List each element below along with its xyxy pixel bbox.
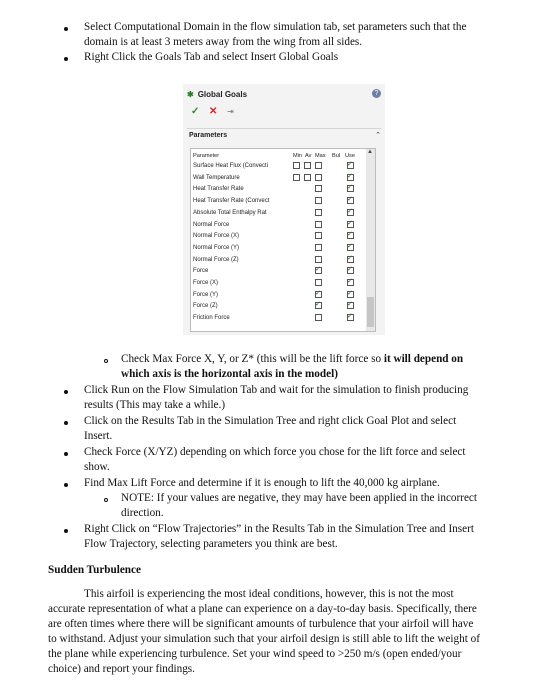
use-checkbox[interactable] bbox=[347, 314, 354, 321]
parameter-row[interactable] bbox=[191, 196, 367, 206]
step-select-domain-line2: domain is at least 3 meters away from the wing from all sides. bbox=[84, 36, 363, 48]
section-para-line2: accurate representation of what a plane can experience on a day-to-day basis. Specifically, there bbox=[48, 603, 477, 615]
step-results-line2: Insert. bbox=[84, 430, 113, 442]
bullet-marker bbox=[64, 27, 68, 31]
goals-icon: ✱ bbox=[187, 90, 194, 99]
max-checkbox[interactable] bbox=[315, 267, 322, 274]
use-checkbox[interactable] bbox=[347, 185, 354, 192]
max-checkbox[interactable] bbox=[315, 162, 322, 169]
grid-header-row bbox=[191, 151, 367, 161]
note-line1: NOTE: If your values are negative, they may have been applied in the incorrect bbox=[121, 492, 477, 504]
header-parameter: Parameter bbox=[193, 153, 220, 159]
parameter-name: Normal Force (X) bbox=[193, 233, 240, 240]
step-check-force-line2: show. bbox=[84, 461, 110, 473]
max-checkbox[interactable] bbox=[315, 209, 322, 216]
parameter-row[interactable] bbox=[191, 313, 367, 323]
bullet-marker bbox=[64, 57, 68, 61]
parameter-row[interactable] bbox=[191, 290, 367, 300]
parameter-name: Force (X) bbox=[193, 280, 219, 286]
step-run-line1: Click Run on the Flow Simulation Tab and wait for the simulation to finish producing bbox=[84, 384, 469, 396]
bullet-marker bbox=[64, 390, 68, 394]
max-checkbox[interactable] bbox=[315, 174, 322, 181]
max-checkbox[interactable] bbox=[315, 302, 322, 309]
panel-title-text: Global Goals bbox=[197, 90, 248, 99]
parameters-grid bbox=[190, 148, 376, 332]
bullet-marker bbox=[64, 529, 68, 533]
note-line2: direction. bbox=[121, 507, 164, 519]
parameter-name: Heat Transfer Rate bbox=[193, 186, 244, 193]
parameter-name: Friction Force bbox=[193, 315, 230, 322]
parameter-row[interactable] bbox=[191, 231, 367, 241]
parameter-name: Normal Force (Z) bbox=[193, 256, 239, 263]
section-para-line6: choice) and report your findings. bbox=[48, 663, 195, 675]
max-checkbox[interactable] bbox=[315, 221, 322, 228]
header-max[interactable]: Max bbox=[315, 153, 326, 159]
parameter-name: Force (Z) bbox=[193, 303, 218, 310]
section-para-line3: are often times where there will be significant amounts of turbulence that your airfoil will have bbox=[48, 618, 474, 630]
use-checkbox[interactable] bbox=[347, 256, 354, 263]
parameter-row[interactable] bbox=[191, 184, 367, 194]
use-checkbox[interactable] bbox=[347, 267, 354, 274]
use-checkbox[interactable] bbox=[347, 197, 354, 204]
step-select-domain-line1: Select Computational Domain in the flow simulation tab, set parameters such that the bbox=[84, 21, 467, 33]
sub-bullet-marker bbox=[104, 498, 108, 502]
bullet-marker bbox=[64, 421, 68, 425]
parameter-name: Heat Transfer Rate (Convect bbox=[193, 198, 270, 205]
use-checkbox[interactable] bbox=[347, 232, 354, 239]
use-checkbox[interactable] bbox=[347, 174, 354, 181]
step-flow-trajectories-line2: Flow Trajectory, selecting parameters you think are best. bbox=[84, 538, 338, 550]
parameter-row[interactable] bbox=[191, 278, 367, 288]
parameter-row[interactable] bbox=[191, 220, 367, 230]
av-checkbox[interactable] bbox=[304, 174, 311, 181]
section-para-line4: to withstand. Adjust your simulation such that your airfoil design is still able to lift the weight of bbox=[48, 633, 480, 645]
parameter-name: Wall Temperature bbox=[193, 174, 240, 181]
parameter-name: Force (Y) bbox=[193, 291, 219, 298]
parameter-row[interactable] bbox=[191, 301, 367, 311]
sub-bullet-marker bbox=[104, 359, 108, 363]
max-checkbox[interactable] bbox=[315, 279, 322, 286]
step-run-line2: results (This may take a while.) bbox=[84, 399, 226, 411]
max-checkbox[interactable] bbox=[315, 244, 322, 251]
use-checkbox[interactable] bbox=[347, 221, 354, 228]
grid-scrollbar[interactable] bbox=[366, 149, 375, 331]
parameter-name: Absolute Total Enthalpy Rat bbox=[193, 209, 267, 216]
scroll-up-icon[interactable]: ▲ bbox=[367, 149, 373, 155]
min-checkbox[interactable] bbox=[293, 174, 300, 181]
max-checkbox[interactable] bbox=[315, 314, 322, 321]
step-check-force-line1: Check Force (X/YZ) depending on which force you chose for the lift force and select bbox=[84, 446, 466, 458]
parameter-row[interactable] bbox=[191, 255, 367, 265]
av-checkbox[interactable] bbox=[304, 162, 311, 169]
section-para-line1: This airfoil is experiencing the most ideal conditions, however, this is not the most bbox=[84, 588, 454, 600]
parameter-row[interactable] bbox=[191, 173, 367, 183]
parameter-row[interactable] bbox=[191, 161, 367, 171]
step-flow-trajectories-line1: Right Click on “Flow Trajectories” in the Results Tab in the Simulation Tree and Insert bbox=[84, 523, 474, 535]
use-checkbox[interactable] bbox=[347, 209, 354, 216]
global-goals-panel bbox=[183, 84, 385, 335]
parameter-name: Surface Heat Flux (Convecti bbox=[193, 163, 269, 169]
bullet-marker bbox=[64, 483, 68, 487]
step-insert-global-goals: Right Click the Goals Tab and select Insert Global Goals bbox=[84, 51, 339, 63]
pin-icon[interactable]: ⇥ bbox=[227, 107, 234, 116]
ok-icon[interactable]: ✓ bbox=[191, 106, 200, 117]
parameter-row[interactable] bbox=[191, 243, 367, 253]
parameter-name: Normal Force (Y) bbox=[193, 244, 240, 251]
header-av[interactable]: Av bbox=[305, 153, 312, 159]
header-use[interactable]: Use bbox=[345, 153, 355, 159]
parameter-row[interactable] bbox=[191, 266, 367, 276]
section-heading: Sudden Turbulence bbox=[48, 564, 141, 576]
parameters-section-title: Parameters bbox=[189, 132, 228, 139]
use-checkbox[interactable] bbox=[347, 279, 354, 286]
header-bul[interactable]: Bul bbox=[332, 153, 341, 159]
parameter-name: Normal Force bbox=[193, 221, 230, 228]
max-checkbox[interactable] bbox=[315, 197, 322, 204]
help-icon[interactable]: ? bbox=[372, 89, 381, 98]
step-results-line1: Click on the Results Tab in the Simulation Tree and right click Goal Plot and select bbox=[84, 415, 457, 427]
section-para-line5: the plane while experiencing turbulence. Set your wind speed to >250 m/s (open ended/your bbox=[48, 648, 462, 660]
step-check-max-force-line1 bbox=[121, 352, 463, 367]
check-max-force-text: Check Max Force X, Y, or Z* (this will be the lift force so bbox=[121, 353, 384, 365]
parameter-row[interactable] bbox=[191, 208, 367, 218]
divider bbox=[187, 128, 381, 129]
panel-toolbar bbox=[189, 106, 269, 120]
check-max-force-bold: it will depend on bbox=[383, 353, 464, 365]
parameter-name: Force bbox=[193, 268, 209, 275]
use-checkbox[interactable] bbox=[347, 244, 354, 251]
step-find-max-lift: Find Max Lift Force and determine if it is enough to lift the 40,000 kg airplane. bbox=[84, 477, 440, 489]
scrollbar-thumb[interactable] bbox=[367, 297, 374, 327]
max-checkbox[interactable] bbox=[315, 232, 322, 239]
max-checkbox[interactable] bbox=[315, 185, 322, 192]
bullet-marker bbox=[64, 452, 68, 456]
collapse-icon[interactable]: ⌃ bbox=[375, 132, 381, 139]
min-checkbox[interactable] bbox=[293, 162, 300, 169]
max-checkbox[interactable] bbox=[315, 291, 322, 298]
panel-title bbox=[187, 90, 247, 99]
use-checkbox[interactable] bbox=[347, 302, 354, 309]
use-checkbox[interactable] bbox=[347, 291, 354, 298]
header-min[interactable]: Min bbox=[293, 153, 303, 159]
step-check-max-force-line2: which axis is the horizontal axis in the model) bbox=[121, 368, 338, 380]
max-checkbox[interactable] bbox=[315, 256, 322, 263]
use-checkbox[interactable] bbox=[347, 162, 354, 169]
cancel-icon[interactable]: ✕ bbox=[209, 106, 218, 117]
